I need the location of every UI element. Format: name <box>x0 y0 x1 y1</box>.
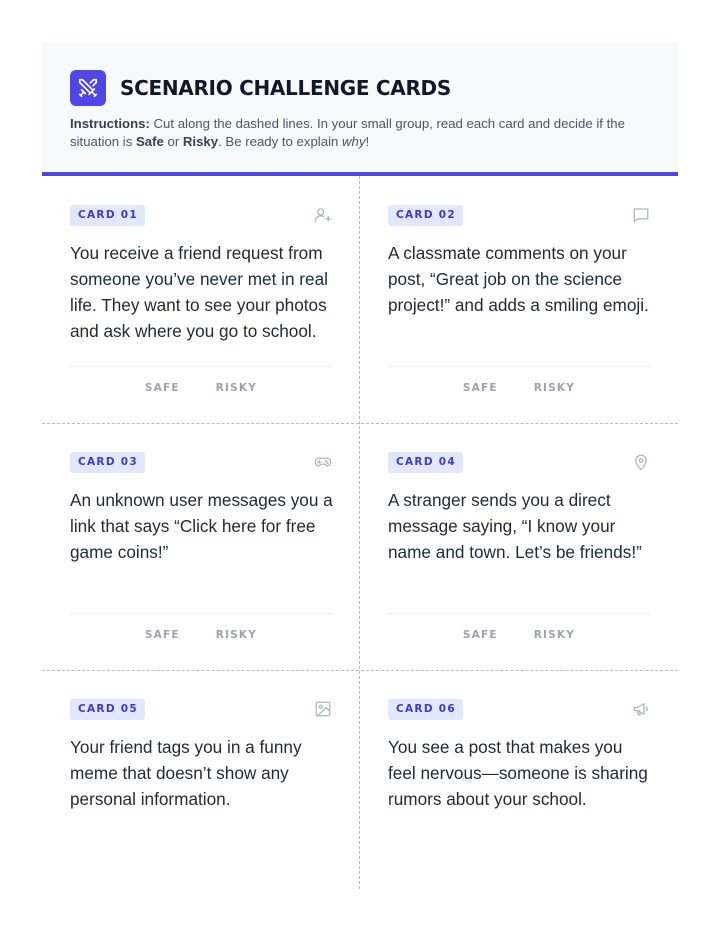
risky-word: Risky <box>182 133 219 149</box>
card-header <box>388 451 650 473</box>
safe-choice[interactable]: SAFE <box>144 629 180 641</box>
scenario-card-02 <box>360 176 678 423</box>
card-choices <box>388 629 650 641</box>
card-scenario-text: You receive a friend request from someone you’ve never met in real life. They want to see your photos and ask where you go to school. <box>70 243 328 341</box>
scenario-card-06 <box>360 670 678 917</box>
instructions-label: Instructions: <box>70 116 150 131</box>
card-scenario-text: A stranger sends you a direct message saying, “I know your name and town. Let’s be friends!” <box>388 490 642 562</box>
card-badge: CARD 02 <box>388 205 463 226</box>
why-word: why <box>342 133 366 149</box>
megaphone-icon <box>632 700 650 718</box>
instructions-end: ! <box>365 133 370 149</box>
card-grid <box>42 176 678 889</box>
crossed-swords-icon <box>70 70 106 106</box>
scenario-card-04 <box>360 423 678 670</box>
instructions-text: Cut along the dashed lines. In your small group, read each card and decide if the situation is <box>70 116 625 149</box>
card-header <box>388 204 650 226</box>
safe-choice[interactable]: SAFE <box>462 629 498 641</box>
page-title: SCENARIO CHALLENGE CARDS <box>120 76 451 100</box>
risky-choice[interactable]: RISKY <box>533 382 576 394</box>
card-badge: CARD 05 <box>70 699 145 720</box>
card-badge: CARD 01 <box>70 205 145 226</box>
safe-word: Safe <box>135 133 164 149</box>
card-divider <box>70 613 332 614</box>
safe-choice[interactable]: SAFE <box>144 382 180 394</box>
card-badge: CARD 04 <box>388 452 463 473</box>
scenario-card-05 <box>42 670 360 917</box>
card-scenario-text: An unknown user messages you a link that says “Click here for free game coins!” <box>70 490 333 562</box>
card-badge: CARD 03 <box>70 452 145 473</box>
add-user-icon <box>314 206 332 224</box>
card-header <box>70 451 332 473</box>
card-divider <box>70 366 332 367</box>
card-badge: CARD 06 <box>388 699 463 720</box>
card-header <box>70 698 332 720</box>
card-choices <box>70 629 332 641</box>
card-header <box>70 204 332 226</box>
scenario-card-03 <box>42 423 360 670</box>
comment-icon <box>632 206 650 224</box>
location-pin-icon <box>632 453 650 471</box>
card-divider <box>388 366 650 367</box>
risky-choice[interactable]: RISKY <box>215 382 258 394</box>
safe-choice[interactable]: SAFE <box>462 382 498 394</box>
or-word: or <box>163 133 183 149</box>
card-scenario-text: You see a post that makes you feel nervous—someone is sharing rumors about your school. <box>388 737 648 809</box>
worksheet-header <box>42 42 678 176</box>
title-row <box>70 70 650 106</box>
worksheet <box>42 42 678 889</box>
card-header <box>388 698 650 720</box>
gamepad-icon <box>314 453 332 471</box>
risky-choice[interactable]: RISKY <box>215 629 258 641</box>
instructions <box>70 115 640 150</box>
card-divider <box>388 613 650 614</box>
card-choices <box>70 382 332 394</box>
card-choices <box>388 382 650 394</box>
card-scenario-text: A classmate comments on your post, “Great job on the science project!” and adds a smiling emoji. <box>388 243 649 315</box>
instructions-text-2: . Be ready to explain <box>218 133 342 149</box>
scenario-card-01 <box>42 176 360 423</box>
card-scenario-text: Your friend tags you in a funny meme that doesn’t show any personal information. <box>70 737 302 809</box>
image-icon <box>314 700 332 718</box>
risky-choice[interactable]: RISKY <box>533 629 576 641</box>
